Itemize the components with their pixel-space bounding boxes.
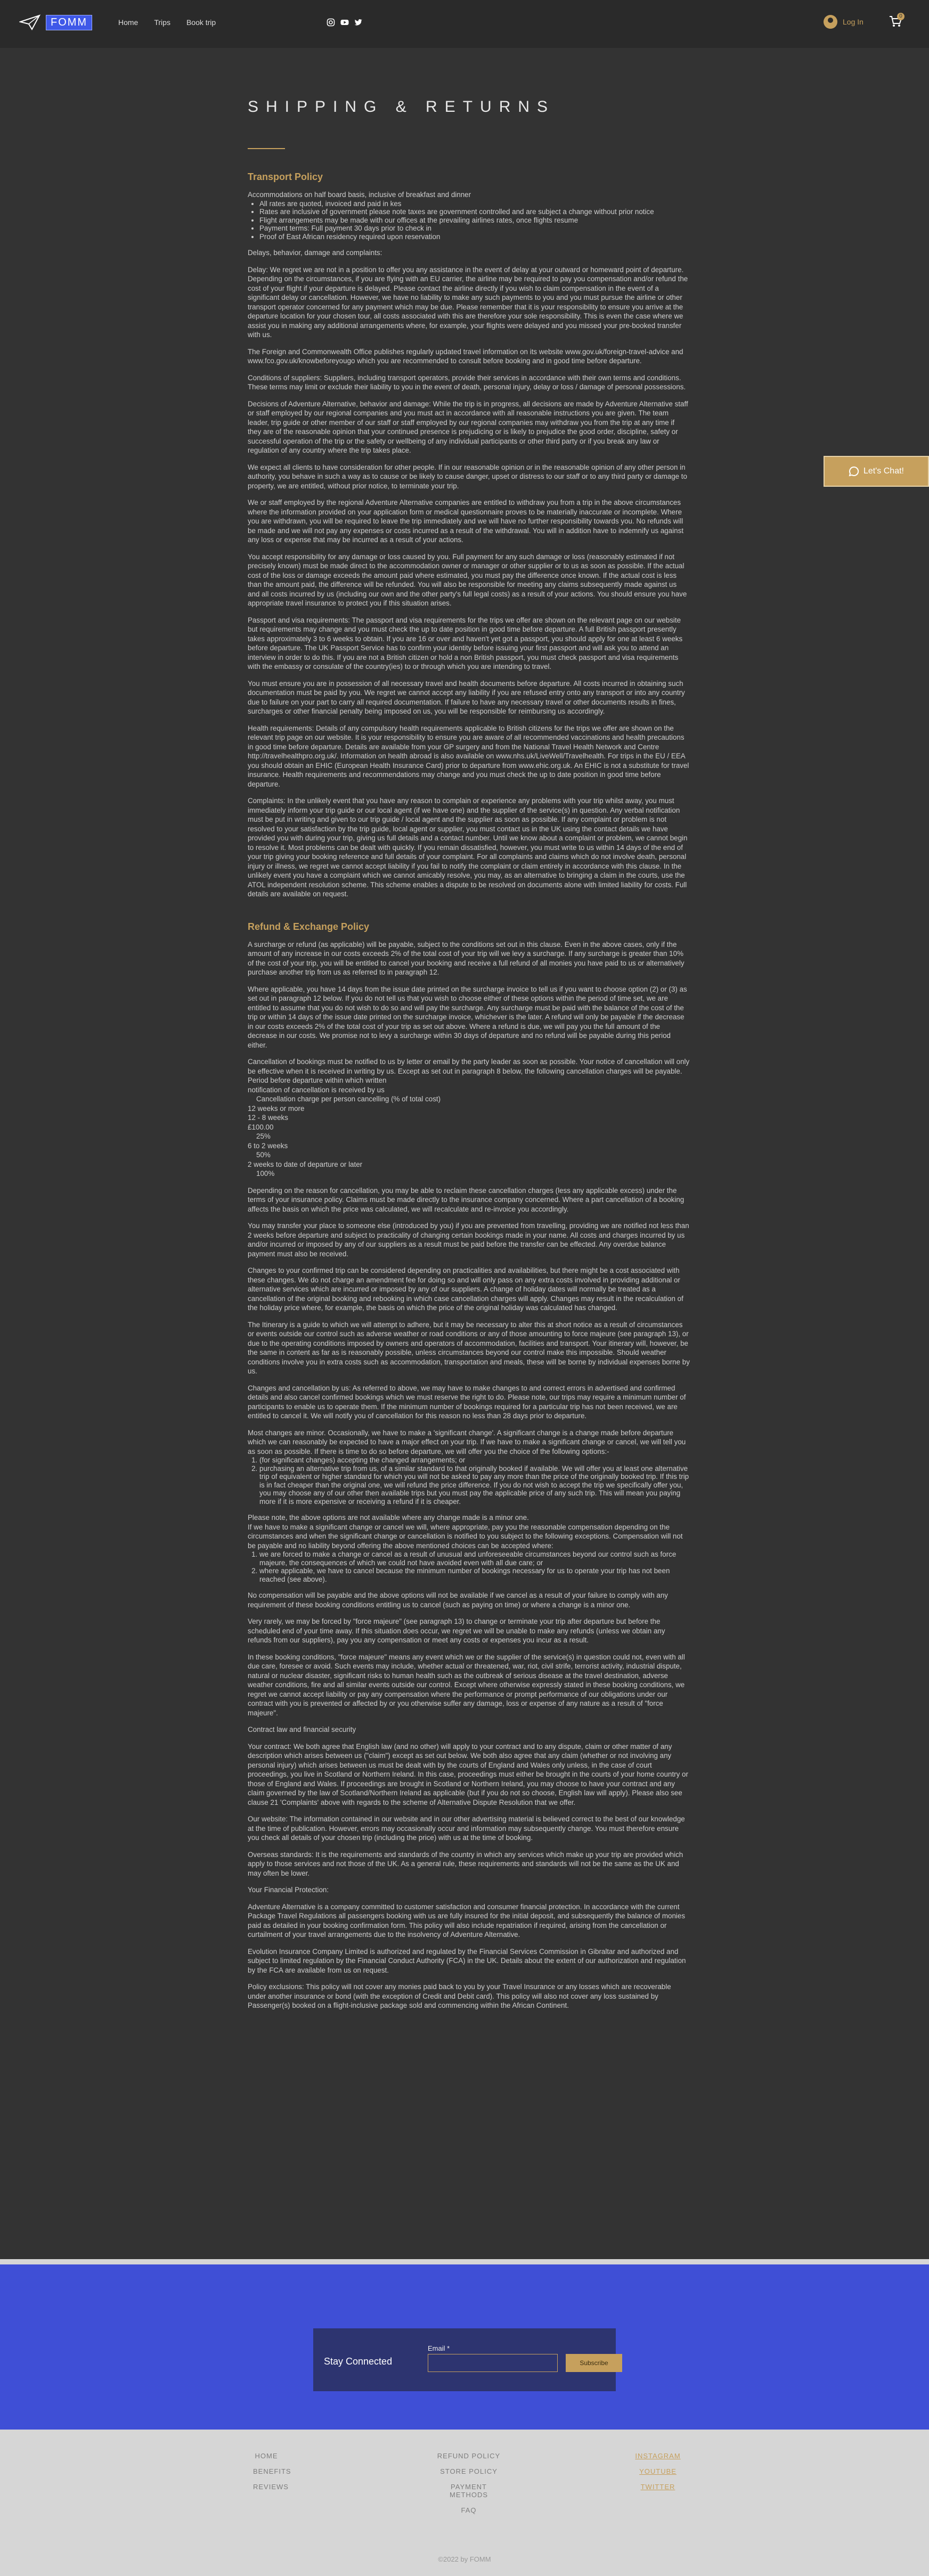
- login-button[interactable]: [824, 15, 863, 29]
- cancellation-line: 12 weeks or more: [248, 1104, 305, 1113]
- nav-home[interactable]: Home: [118, 18, 138, 27]
- footer-link-twitter[interactable]: TWITTER: [640, 2483, 675, 2491]
- footer-policies: [431, 2452, 506, 2514]
- footer-link-instagram[interactable]: INSTAGRAM: [635, 2452, 681, 2460]
- refund-heading: Refund & Exchange Policy: [248, 921, 370, 932]
- paragraph: Policy exclusions: This policy will not cover any monies paid back to you by your Travel Insurance or any losses which are recoverable under another insurance or bond (with the exception of Credit and Debit card). This policy will also not cover any loss sustained by Passenger(s) booked on a flight-inclusive package sold and commencing within the African Continent.: [248, 1983, 671, 2009]
- paragraph: Depending on the reason for cancellation, you may be able to reclaim these cancellation charges (less any applicable excess) under the terms of your insurance policy. Claims must be made directly to the insurance company concerned. Where a part cancellation of a booking affects the basis on which the price was calculated, we will recalculate and re-invoice you accordingly.: [248, 1186, 684, 1213]
- paragraph: Complaints: In the unlikely event that you have any reason to complain or experience any problems with your trip whilst away, you must immediately inform your trip guide or our local agent (if we have one) and the supplier of the service(s) in question. Any verbal notification must be put in writing and given to our trip guide / local agent and the supplier as soon as possible. If any complaint or problem is not resolved to your satisfaction by the trip guide, local agent or supplier, you must contact us in the UK using the contact details we have provided you with during your trip, giving us full details and a contact number. Until we know about a complaint or problem, we cannot begin to resolve it. Most problems can be dealt with quickly. If you remain dissatisfied, however, you must write to us within 14 days of the end of your trip giving your booking reference and full details of your complaint. For all complaints and claims which do not involve death, personal injury or illness, we regret we cannot accept liability if you fail to notify the complaint or claim entirely in accordance with this clause. In the unlikely event you have a complaint which we cannot amicably resolve, you may, as an alternative to bringing a claim in the courts, use the ATOL independent resolution scheme. This scheme enables a dispute to be resolved on documents alone with limited liability for costs. Full details are available on request.: [248, 797, 688, 898]
- cancellation-line: £100.00: [248, 1123, 274, 1131]
- paragraph: No compensation will be payable and the above options will not be available if we cancel as a result of your failure to comply with any requirement of these booking conditions entitling us to cancel (such as paying on time) or where a change is a minor one.: [248, 1591, 669, 1609]
- paragraph: You must ensure you are in possession of all necessary travel and health documents before departure. All costs incurred in obtaining such documentation must be paid by you. We regret we cannot accept any liability if you are refused entry onto any transport or into any country due to failure on your part to carry all required documentation. If failure to have any necessary travel or other documents results in fines, surcharges or other financial penalty being imposed on us, you will be responsible for reimbursing us accordingly.: [248, 679, 685, 715]
- paragraph: Changes and cancellation by us: As referred to above, we may have to make changes to and correct errors in advertised and confirmed details and also cancel confirmed bookings which we must reserve the right to do. Please note, our trips may require a minimum number of participants to enable us to operate them. If the minimum number of bookings required for a particular trip has not been received, we are entitled to cancel it. We will notify you of cancellation for this reason no less than 28 days prior to departure.: [248, 1384, 686, 1420]
- footer-link-store-policy[interactable]: STORE POLICY: [440, 2467, 498, 2475]
- list-item: • All rates are quoted, invoiced and paid in kes: [259, 200, 690, 208]
- paragraph: Overseas standards: It is the requirements and standards of the country in which any services which make up your trip are provided which apply to those services and not those of the UK. As a general rule, these requirements and standards will not be the same as the UK and may often be lower.: [248, 1850, 683, 1877]
- paragraph: The Foreign and Commonwealth Office publishes regularly updated travel information on its website www.gov.uk/foreign-travel-advice and www.fco.gov.uk/knowbeforeyougo which you are recommended to consult before booking and in good time before departure.: [248, 347, 683, 365]
- list-item: • Payment terms: Full payment 30 days prior to check in: [259, 224, 690, 233]
- paragraph: Very rarely, we may be forced by "force majeure" (see paragraph 13) to change or terminate your trip after departure but before the scheduled end of your time away. If this situation does occur, we regret we will be unable to make any refunds (unless we obtain any refunds from our suppliers), pay you any compensation or meet any costs or expenses you incur as a result.: [248, 1617, 665, 1644]
- list-item: • Flight arrangements may be made with our offices at the prevailing airlines rates, once flights resume: [259, 216, 690, 225]
- footer-link-faq[interactable]: FAQ: [461, 2506, 477, 2514]
- avatar-icon: [824, 15, 837, 29]
- logo[interactable]: [19, 14, 92, 30]
- newsletter-title: Stay Connected: [324, 2356, 393, 2367]
- paragraph: Our website: The information contained in our website and in our other advertising material is believed correct to the best of our knowledge at the time of publication. However, errors may occasionally occur and information may subsequently change. You must therefore ensure you check all details of your chosen trip (including the price) with us at the time of booking.: [248, 1815, 685, 1842]
- list-item: 2. purchasing an alternative trip from us, of a similar standard to that originally booked if available. We will offer you at least one alternative trip of equivalent or higher standard for which you will not be asked to pay any more than the price of the originally booked trip. If this trip is in fact cheaper than the original one, we will refund the price difference. If you do not wish to accept the trip we specifically offer you, you may choose any of our other then available trips but you must pay the applicable price of any such trip. This will mean you paying more if it is more expensive or receiving a refund if it is cheaper.: [259, 1465, 690, 1506]
- nav-trips[interactable]: Trips: [154, 18, 170, 27]
- paragraph: Adventure Alternative is a company committed to customer satisfaction and consumer financial protection. In accordance with the current Package Travel Regulations all passengers booking with us are fully insured for the initial deposit, and subsequently the balance of monies paid as detailed in your booking confirmation form. This policy will also include repatriation if required, arising from the cancellation or curtailment of your travel arrangements due to the insolvency of Adventure Alternative.: [248, 1902, 686, 1939]
- cancellation-line: 50%: [256, 1151, 271, 1159]
- paragraph: You accept responsibility for any damage or loss caused by you. Full payment for any such damage or loss (reasonably estimated if not precisely known) must be made direct to the accommodation owner or manager or other supplier or to us as soon as possible. If the actual cost of the loss or damage exceeds the amount paid where estimated, you must pay the difference once known. If the actual cost is less than the amount paid, the difference will be refunded. You will also be responsible for meeting any claims subsequently made against us and all costs incurred by us (including our own and the other party's full legal costs) as a result of your actions. You should ensure you have appropriate travel insurance to protect you if this situation arises.: [248, 552, 687, 607]
- site-footer: [0, 2430, 929, 2576]
- cancellation-line: 2 weeks to date of departure or later: [248, 1160, 363, 1168]
- chat-button[interactable]: [824, 456, 929, 487]
- transport-bullets: [259, 200, 690, 241]
- list-item: • Rates are inclusive of government please note taxes are government controlled and are subject a change without prior notice: [259, 208, 690, 216]
- chat-label: Let's Chat!: [863, 467, 904, 476]
- transport-heading: Transport Policy: [248, 171, 323, 182]
- cancellation-line: 12 - 8 weeks: [248, 1114, 288, 1122]
- twitter-icon[interactable]: [354, 18, 363, 27]
- paragraph: Passport and visa requirements: The passport and visa requirements for the trips we offer are shown on the relevant page on our website but requirements may change and you must check the up to date position in good time before departure. A full British passport presently takes approximately 3 to 6 weeks to obtain. If you are 16 or over and haven't yet got a passport, you should apply for one at least 6 weeks before departure. The UK Passport Service has to confirm your identity before issuing your first passport and will ask you to attend an interview in order to do this. If you are not a British citizen or hold a non British passport, you must check passport and visa requirements with the embassy or consulate of the country(ies) to or through which you are intending to travel.: [248, 616, 683, 670]
- newsletter-section: [0, 2264, 929, 2430]
- list-item: 1. we are forced to make a change or cancel as a result of unusual and unforeseeable circumstances beyond our control such as force majeure, the consequences of which we could not have avoided even with all due care; or: [259, 1550, 690, 1567]
- footer-link-youtube[interactable]: YOUTUBE: [639, 2467, 677, 2475]
- title-rule: [248, 148, 285, 149]
- list-item: • Proof of East African residency required upon reservation: [259, 233, 690, 241]
- paragraph: Health requirements: Details of any compulsory health requirements applicable to British citizens for the trips we offer are shown on the relevant trip page on our website. It is your responsibility to ensure you are aware of all recommended vaccinations and health precautions in good time before departure. Details are available from your GP surgery and from the National Travel Health Network and Centre http://travelhealthpro.org.uk/. Information on health abroad is also available on www.nhs.uk/LiveWell/Travelhealth. For trips in the EU / EEA you should obtain an EHIC (European Health Insurance Card) prior to departure from www.ehic.org.uk. An EHIC is not a substitute for travel insurance. Health requirements and recommendations may change and you must check the up to date position in good time before departure.: [248, 724, 689, 788]
- nav-book-trip[interactable]: Book trip: [186, 18, 216, 27]
- paragraph: Your contract: We both agree that English law (and no other) will apply to your contract and to any dispute, claim or other matter of any description which arises between us ("claim") except as set out below. We both also agree that any claim (whether or not involving any personal injury) which arises between us must be dealt with by the courts of England and Wales only unless, in the case of court proceedings, you live in Scotland or Northern Ireland. In this case, proceedings must either be brought in the courts of your home country or those of England and Wales. If proceedings are brought in Scotland or Northern Ireland, you may choose to have your contract and any claim governed by the law of Scotland/Northern Ireland as applicable (but if you do not so choose, English law will apply). Please also see clause 21 'Complaints' above with regards to the scheme of Alternative Dispute Resolution that we offer.: [248, 1742, 688, 1806]
- paragraph: Where applicable, you have 14 days from the issue date printed on the surcharge invoice to tell us if you want to choose option (2) or (3) as set out in paragraph 12 below. If you do not tell us that you wish to choose either of these options within the period of time set, we are entitled to assume that you do not wish to do so and will pay the surcharge. Any surcharge must be paid with the balance of the cost of the trip or within 14 days of the issue date printed on the surcharge invoice, whichever is the later. A refund will only be payable if the decrease in our costs exceeds 2% of the total cost of your trip as set out above. Where a refund is due, we will pay you the full amount of the decrease in our costs. We promise not to levy a surcharge within 30 days of departure and no refund will be payable during this period either.: [248, 985, 687, 1049]
- login-label: Log In: [843, 18, 863, 26]
- paragraph: Delays, behavior, damage and complaints:: [248, 249, 382, 257]
- footer-link-refund-policy[interactable]: REFUND POLICY: [437, 2452, 501, 2460]
- cancellation-line: Cancellation charge per person cancelling (% of total cost): [256, 1095, 441, 1103]
- email-field[interactable]: [428, 2354, 558, 2372]
- header-social: [327, 18, 363, 27]
- paragraph: Changes to your confirmed trip can be considered depending on practicalities and availabilities, but there might be a cost associated with these changes. We do not charge an amendment fee for doing so and will only pass on any extra costs involved in providing additional or alternative services which are incurred or imposed by any of our suppliers. A change of holiday dates will normally be treated as a cancellation of the original booking and rebooking in which case cancellation charges will apply. Changes may result in the recalculation of the holiday price where, for example, the basis on which the price of the original holiday was calculated has changed.: [248, 1266, 683, 1312]
- paragraph: If we have to make a significant change or cancel we will, where appropriate, pay you the reasonable compensation depending on the circumstances and when the significant change or cancellation is notified to you subject to the following exceptions. Compensation will not be payable and no liability beyond offering the above mentioned choices can be accepted where:: [248, 1523, 683, 1550]
- paragraph: Your Financial Protection:: [248, 1886, 329, 1894]
- paragraph: A surcharge or refund (as applicable) will be payable, subject to the conditions set out in this clause. Even in the above cases, only if the amount of any increase in our costs exceeds 2% of the total cost of your trip will we levy a surcharge. If any surcharge is greater than 10% of the cost of your trip, you will be entitled to cancel your booking and receive a full refund of all monies you have paid to us or alternatively purchase another trip from us as referred to in paragraph 12.: [248, 940, 684, 976]
- footer-link-benefits[interactable]: BENEFITS: [253, 2467, 291, 2475]
- list-item: 2. where applicable, we have to cancel because the minimum number of bookings necessary for us to operate your trip has not been reached (see above).: [259, 1567, 690, 1583]
- cancellation-line: Period before departure within which written: [248, 1076, 387, 1084]
- cancellation-line: notification of cancellation is received by us: [248, 1085, 385, 1094]
- logo-text: FOMM: [46, 15, 92, 30]
- subscribe-button[interactable]: Subscribe: [566, 2354, 622, 2372]
- paragraph: We expect all clients to have consideration for other people. If in our reasonable opinion or in the reasonable opinion of any other person in authority, you behave in such a way as to cause or be likely to cause danger, upset or distress to our staff or to any third party or damage to property, we are entitled, without prior notice, to terminate your trip.: [248, 463, 687, 490]
- cart-count: 0: [897, 13, 904, 20]
- paragraph: Decisions of Adventure Alternative, behavior and damage: While the trip is in progress, all decisions are made by Adventure Alternative staff or staff employed by our regional companies and you must act in accordance with all reasonable instructions you are given. The team leader, trip guide or other member of our staff or staff employed by our regional companies may withdraw you from the trip at any time if they are of the reasonable opinion that your continued presence is prejudicing or is likely to prejudice the good order, discipline, safety or successful operation of the trip or the safety or wellbeing of any individual participants or other third party or if you break any law or regulation of any country where the trip takes place.: [248, 399, 688, 454]
- paragraph: Evolution Insurance Company Limited is authorized and regulated by the Financial Services Commission in Gibraltar and authorized and subject to limited regulation by the Financial Conduct Authority (FCA) in the UK. Details about the extent of our authorization and regulation by the FCA are available from us on request.: [248, 1947, 686, 1974]
- newsletter-box: [313, 2328, 616, 2391]
- youtube-icon[interactable]: [340, 18, 349, 27]
- cart-button[interactable]: [889, 15, 903, 29]
- paragraph: Most changes are minor. Occasionally, we have to make a 'significant change'. A significant change is a change made before departure which we can reasonably be expected to have a major effect on your trip. If we have to make a significant change or cancel, we will tell you as soon as possible. If there is time to do so before departure, we will offer you the choice of the following options:-: [248, 1428, 686, 1455]
- paragraph: Cancellation of bookings must be notified to us by letter or email by the party leader as soon as possible. Your notice of cancellation will only be effective when it is received in writing by us. Except as set out in paragraph 8 below, the following cancellation charges will be payable.: [248, 1058, 690, 1075]
- paragraph: Delay: We regret we are not in a position to offer you any assistance in the event of delay at your outward or homeward point of departure. Depending on the circumstances, if you are flying with an EU carrier, the airline may be required to pay you compensation and/or refund the cost of your flight if your departure is delayed. Please contact the airline directly if you wish to claim compensation in the event of a significant delay or cancellation. However, we have no liability to make any such payments to you and you must pursue the airline or other transport operator concerned for any payment which may be due. Please remember that it is your responsibility to ensure you arrive at the departure location for your chosen tour, all costs associated with this are therefore your sole responsibility. This is even the case where we assist you in making any additional arrangements where, for example, your flights were delayed and you missed your pre-booked transfer with us.: [248, 265, 688, 339]
- chat-bubble-icon: [849, 466, 859, 477]
- instagram-icon[interactable]: [327, 18, 335, 27]
- paragraph: We or staff employed by the regional Adventure Alternative companies are entitled to withdraw you from a trip in the above circumstances where the information provided on your application form or medical questionnaire proves to be materially inaccurate or incomplete. Where you are withdrawn, you will be required to leave the trip immediately and we will have no further responsibility towards you. No refunds will be made and we will not pay any expenses or costs incurred as a result of the withdrawal. You will in addition have to indemnify us against any loss or expense that may be incurred as a result of your actions.: [248, 498, 684, 544]
- paragraph: You may transfer your place to someone else (introduced by you) if you are prevented from travelling, providing we are notified not less than 2 weeks before departure and subject to practicality of changing certain bookings made in your name. All costs and charges incurred by us and/or incurred or imposed by any of our suppliers as a result must be paid before the transfer can be effected. Any overdue balance payment must also be received.: [248, 1222, 689, 1258]
- paper-plane-icon: [19, 14, 40, 30]
- options-list: [259, 1456, 690, 1506]
- footer-link-home[interactable]: HOME: [255, 2452, 278, 2460]
- main-nav: [118, 18, 216, 27]
- page-title: SHIPPING & RETURNS: [248, 98, 556, 116]
- paragraph: Please note, the above options are not available where any change made is a minor one.: [248, 1514, 529, 1522]
- transport-intro: Accommodations on half board basis, inclusive of breakfast and dinner: [248, 191, 471, 199]
- footer-social: [631, 2452, 684, 2491]
- paragraph: Contract law and financial security: [248, 1725, 356, 1733]
- site-header: [0, 0, 929, 48]
- paragraph: The Itinerary is a guide to which we will attempt to adhere, but it may be necessary to alter this at short notice as a result of circumstances or events outside our control such as adverse weather or road conditions or any of those amounting to force majeure (see paragraph 13), or due to the operating conditions imposed by owners and operators of accommodation, facilities and transport. Your itinerary will, however, be the same in content as far as is reasonably possible, unless circumstances beyond our control make this impossible. Should weather conditions involve you in extra costs such as accommodation, transportation and meals, these will be borne by individual expenses borne by us.: [248, 1320, 690, 1375]
- email-label: Email *: [428, 2344, 450, 2352]
- footer-nav: [253, 2452, 291, 2491]
- paragraph: In these booking conditions, "force majeure" means any event which we or the supplier of the service(s) in question could not, even with all due care, foresee or avoid. Such events may include, whether actual or threatened, war, riot, civil strife, terrorist activity, industrial dispute, natural or nuclear disaster, significant risks to human health such as the outbreak of serious disease at the travel destination, adverse weather conditions, fire and all similar events outside our control. Except where otherwise expressly stated in these booking conditions, we regret we cannot accept liability or pay any compensation where the performance or prompt performance of our obligations under our contract with you is prevented or affected by or you otherwise suffer any damage, loss or expense of any nature as a result of "force majeure".: [248, 1653, 685, 1717]
- policy-content: [248, 48, 690, 2018]
- exceptions-list: [259, 1550, 690, 1583]
- copyright: ©2022 by FOMM: [438, 2555, 491, 2563]
- footer-link-reviews[interactable]: REVIEWS: [253, 2483, 289, 2491]
- cancellation-line: 25%: [256, 1132, 271, 1140]
- list-item: 1. (for significant changes) accepting the changed arrangements; or: [259, 1456, 690, 1465]
- cancellation-line: 6 to 2 weeks: [248, 1141, 288, 1150]
- cancellation-line: 100%: [256, 1170, 275, 1177]
- paragraph: Conditions of suppliers: Suppliers, including transport operators, provide their services in accordance with their own terms and conditions. These terms may limit or exclude their liability to you in the event of death, personal injury, delay or loss / damage of personal possessions.: [248, 373, 686, 391]
- footer-link-payment-methods[interactable]: PAYMENT METHODS: [450, 2483, 488, 2499]
- cancellation-table: [248, 1076, 690, 1179]
